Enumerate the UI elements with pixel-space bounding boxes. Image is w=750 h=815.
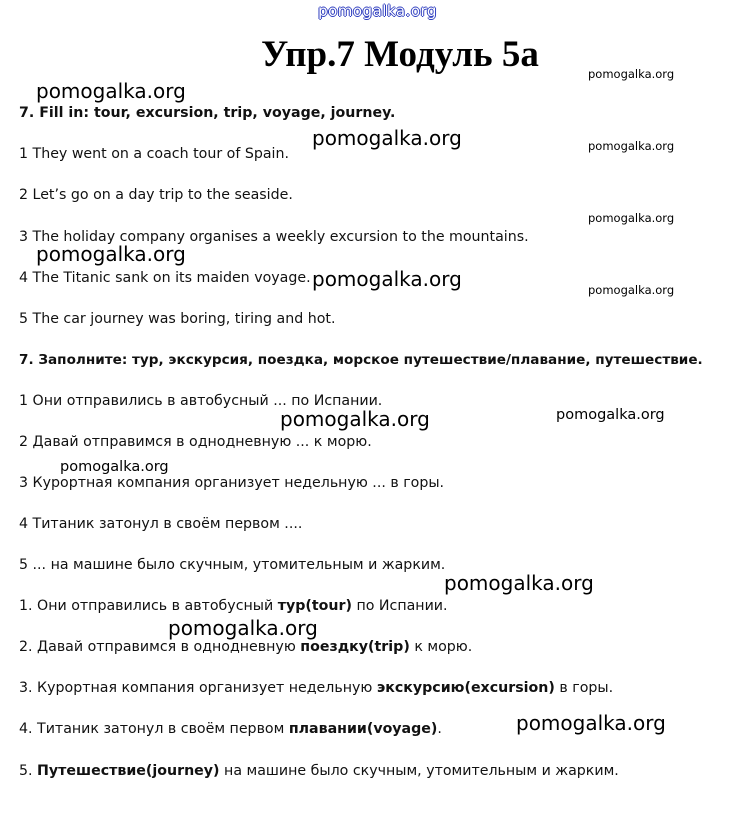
english-item-1: 1 They went on a coach tour of Spain.	[19, 146, 289, 162]
watermark: pomogalka.org	[588, 211, 675, 225]
russian-item-5: 5 ... на машине было скучным, утомительным и жарким.	[19, 557, 446, 573]
english-item-4: 4 The Titanic sank on its maiden voyage.	[19, 270, 311, 286]
watermark: pomogalka.org	[36, 242, 186, 266]
watermark: pomogalka.org	[36, 79, 186, 103]
watermark: pomogalka.org	[588, 67, 675, 81]
site-watermark-top: pomogalka.org	[318, 2, 437, 20]
watermark: pomogalka.org	[60, 459, 169, 475]
watermark: pomogalka.org	[444, 571, 594, 595]
answer-word: плавании(voyage)	[288, 721, 438, 737]
watermark: pomogalka.org	[588, 139, 675, 153]
answer-4: 4. Титаник затонул в своём первом плавании(voyage).	[19, 721, 442, 737]
russian-item-4: 4 Титаник затонул в своём первом ....	[19, 516, 303, 532]
russian-item-1: 1 Они отправились в автобусный ... по Испании.	[19, 393, 383, 409]
answer-2: 2. Давай отправимся в однодневную поездку(trip) к морю.	[19, 639, 473, 655]
answer-1: 1. Они отправились в автобусный тур(tour) по Испании.	[19, 598, 448, 614]
answer-word: экскурсию(excursion)	[376, 680, 555, 696]
english-item-3: 3 The holiday company organises a weekly excursion to the mountains.	[19, 229, 529, 245]
russian-item-2: 2 Давай отправимся в однодневную ... к морю.	[19, 434, 372, 450]
watermark: pomogalka.org	[168, 616, 318, 640]
english-item-2: 2 Let’s go on a day trip to the seaside.	[19, 187, 293, 203]
watermark: pomogalka.org	[312, 126, 462, 150]
answer-5: 5. Путешествие(journey) на машине было скучным, утомительным и жарким.	[19, 763, 619, 779]
watermark: pomogalka.org	[516, 711, 666, 735]
english-task-heading: 7. Fill in: tour, excursion, trip, voyage, journey.	[19, 105, 396, 121]
answer-word: поездку(trip)	[300, 639, 410, 655]
watermark: pomogalka.org	[312, 267, 462, 291]
watermark: pomogalka.org	[556, 407, 665, 423]
answer-3: 3. Курортная компания организует недельную экскурсию(excursion) в горы.	[19, 680, 614, 696]
answer-word: тур(tour)	[277, 598, 352, 614]
watermark: pomogalka.org	[588, 283, 675, 297]
english-item-5: 5 The car journey was boring, tiring and hot.	[19, 311, 336, 327]
answer-word: Путешествие(journey)	[37, 763, 220, 779]
page-title: Упр.7 Модуль 5а	[261, 34, 539, 75]
russian-item-3: 3 Курортная компания организует недельную ... в горы.	[19, 475, 445, 491]
russian-task-heading: 7. Заполните: тур, экскурсия, поездка, морское путешествие/плавание, путешествие.	[19, 352, 703, 368]
watermark: pomogalka.org	[280, 407, 430, 431]
